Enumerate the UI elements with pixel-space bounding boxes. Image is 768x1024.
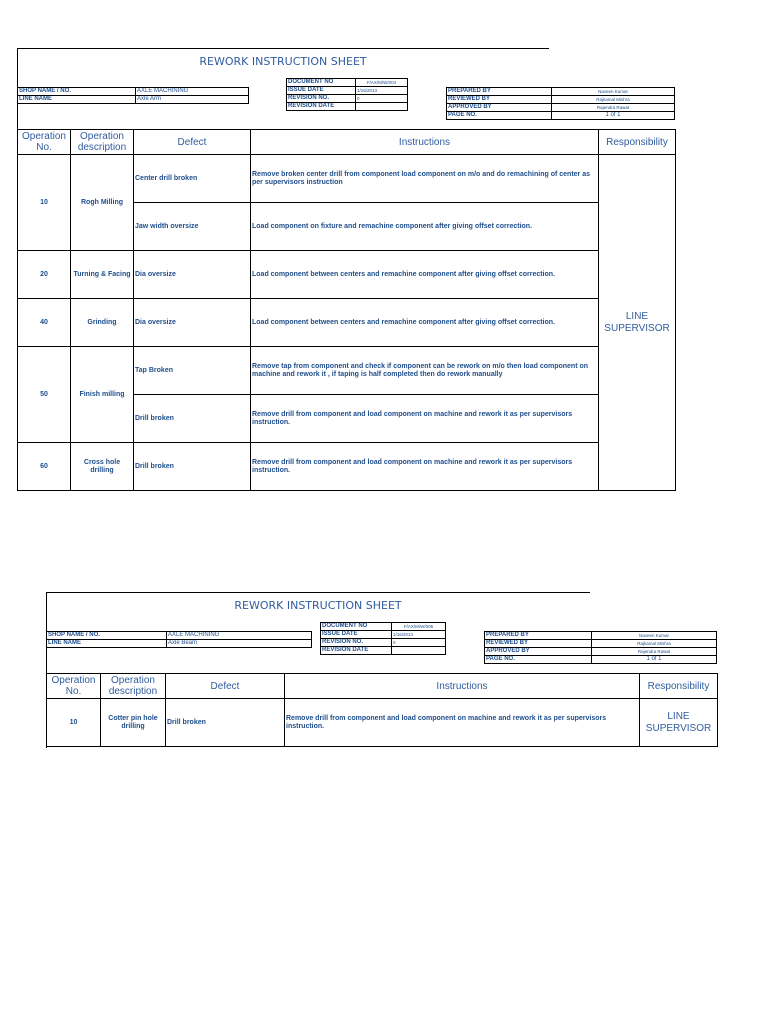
- issue-date-label: ISSUE DATE: [287, 87, 356, 95]
- header-operation-description: Operation description: [71, 130, 134, 155]
- document-no-label: DOCUMENT NO: [287, 79, 356, 87]
- operation-description-cell: Finish milling: [71, 347, 134, 443]
- header-instructions: Instructions: [251, 130, 599, 155]
- approvals-table: [446, 87, 675, 120]
- operation-description-cell: Grinding: [71, 299, 134, 347]
- prepared-by-label: PREPARED BY: [447, 88, 552, 96]
- defect-cell: Dia oversize: [134, 251, 251, 299]
- approved-by-label: APPROVED BY: [447, 104, 552, 112]
- reviewed-by-label: REVIEWED BY: [447, 96, 552, 104]
- header-operation-no: Operation No.: [47, 674, 101, 699]
- table-row: [18, 347, 676, 395]
- operation-description-cell: Rogh Milling: [71, 155, 134, 251]
- instruction-cell: Remove broken center drill from component load component on m/o and do remachining of center as per supervisors instruction: [251, 155, 599, 203]
- operation-no-cell: 60: [18, 443, 71, 491]
- shop-line-table: [17, 87, 249, 104]
- header-responsibility: Responsibility: [599, 130, 676, 155]
- operation-no-cell: 10: [18, 155, 71, 251]
- shop-name-value: AXLE MACHINING: [167, 632, 312, 640]
- approved-by-value: Rajendra Rawat: [552, 104, 675, 112]
- defect-cell: Jaw width oversize: [134, 203, 251, 251]
- header-defect: Defect: [166, 674, 285, 699]
- table-row: [18, 299, 676, 347]
- revision-no-label: REVISION NO.: [287, 95, 356, 103]
- page-no-label: PAGE NO.: [447, 112, 552, 120]
- shop-name-label: SHOP NAME / NO.: [18, 88, 136, 96]
- rework-table: [17, 129, 676, 491]
- document-no-value: F/AX/M/W/005: [392, 623, 446, 631]
- responsibility-cell: LINE SUPERVISOR: [599, 155, 676, 491]
- reviewed-by-label: REVIEWED BY: [485, 640, 592, 648]
- issue-date-label: ISSUE DATE: [321, 631, 392, 639]
- prepared-by-value: Naveen Kumar: [552, 88, 675, 96]
- defect-cell: Center drill broken: [134, 155, 251, 203]
- issue-date-value: 1/16/2013: [356, 87, 408, 95]
- document-info-table: [320, 622, 446, 655]
- revision-no-value: 0: [392, 639, 446, 647]
- operation-description-cell: Cotter pin hole drilling: [101, 699, 166, 747]
- operation-no-cell: 20: [18, 251, 71, 299]
- revision-no-value: 0: [356, 95, 408, 103]
- sheet-title: REWORK INSTRUCTION SHEET: [199, 55, 367, 68]
- header-operation-description: Operation description: [101, 674, 166, 699]
- header-operation-no: Operation No.: [18, 130, 71, 155]
- document-no-value: F/AX/M/W/004: [356, 79, 408, 87]
- instruction-cell: Load component between centers and remachine component after giving offset correction.: [251, 251, 599, 299]
- instruction-cell: Remove tap from component and check if component can be rework on m/o then load component on machine and rework it , if taping is half completed then do rework manually: [251, 347, 599, 395]
- header-instructions: Instructions: [285, 674, 640, 699]
- shop-name-value: AXLE MACHINING: [136, 88, 249, 96]
- approvals-table: [484, 631, 717, 664]
- instruction-cell: Remove drill from component and load component on machine and rework it as per supervisors instruction.: [285, 699, 640, 747]
- header-defect: Defect: [134, 130, 251, 155]
- operation-no-cell: 10: [47, 699, 101, 747]
- prepared-by-label: PREPARED BY: [485, 632, 592, 640]
- revision-date-value: [392, 647, 446, 655]
- reviewed-by-value: Rajkamal Mishra: [552, 96, 675, 104]
- line-name-label: LINE NAME: [18, 96, 136, 104]
- document-no-label: DOCUMENT NO: [321, 623, 392, 631]
- reviewed-by-value: Rajkamal Mishra: [592, 640, 717, 648]
- revision-date-label: REVISION DATE: [321, 647, 392, 655]
- defect-cell: Tap Broken: [134, 347, 251, 395]
- defect-cell: Drill broken: [134, 395, 251, 443]
- table-row: [18, 251, 676, 299]
- approved-by-label: APPROVED BY: [485, 648, 592, 656]
- line-name-value: Axle Beam: [167, 640, 312, 648]
- prepared-by-value: Naveen Kumar: [592, 632, 717, 640]
- instruction-cell: Load component between centers and remachine component after giving offset correction.: [251, 299, 599, 347]
- instruction-cell: Remove drill from component and load component on machine and rework it as per supervisors instruction.: [251, 395, 599, 443]
- operation-description-cell: Cross hole drilling: [71, 443, 134, 491]
- responsibility-cell: LINE SUPERVISOR: [640, 699, 718, 747]
- operation-no-cell: 40: [18, 299, 71, 347]
- defect-cell: Dia oversize: [134, 299, 251, 347]
- table-row: [18, 155, 676, 203]
- table-row: [18, 443, 676, 491]
- revision-date-label: REVISION DATE: [287, 103, 356, 111]
- revision-no-label: REVISION NO.: [321, 639, 392, 647]
- approved-by-value: Rajendra Rawat: [592, 648, 717, 656]
- instruction-cell: Load component on fixture and remachine component after giving offset correction.: [251, 203, 599, 251]
- operation-description-cell: Turning & Facing: [71, 251, 134, 299]
- document-info-table: [286, 78, 408, 111]
- revision-date-value: [356, 103, 408, 111]
- shop-line-table: [46, 631, 312, 648]
- instruction-cell: Remove drill from component and load component on machine and rework it as per supervisors instruction.: [251, 443, 599, 491]
- issue-date-value: 1/16/2013: [392, 631, 446, 639]
- page-no-label: PAGE NO.: [485, 656, 592, 664]
- defect-cell: Drill broken: [134, 443, 251, 491]
- sheet-top-rule: [46, 592, 590, 593]
- sheet-title: REWORK INSTRUCTION SHEET: [234, 599, 402, 612]
- shop-name-label: SHOP NAME / NO.: [47, 632, 167, 640]
- operation-no-cell: 50: [18, 347, 71, 443]
- sheet-top-rule: [17, 48, 549, 49]
- table-row: [47, 699, 718, 747]
- rework-table: [46, 673, 718, 747]
- line-name-label: LINE NAME: [47, 640, 167, 648]
- line-name-value: Axle Arm: [136, 96, 249, 104]
- page-no-value: 1 of 1: [592, 656, 717, 664]
- header-responsibility: Responsibility: [640, 674, 718, 699]
- defect-cell: Drill broken: [166, 699, 285, 747]
- page-no-value: 1 of 1: [552, 112, 675, 120]
